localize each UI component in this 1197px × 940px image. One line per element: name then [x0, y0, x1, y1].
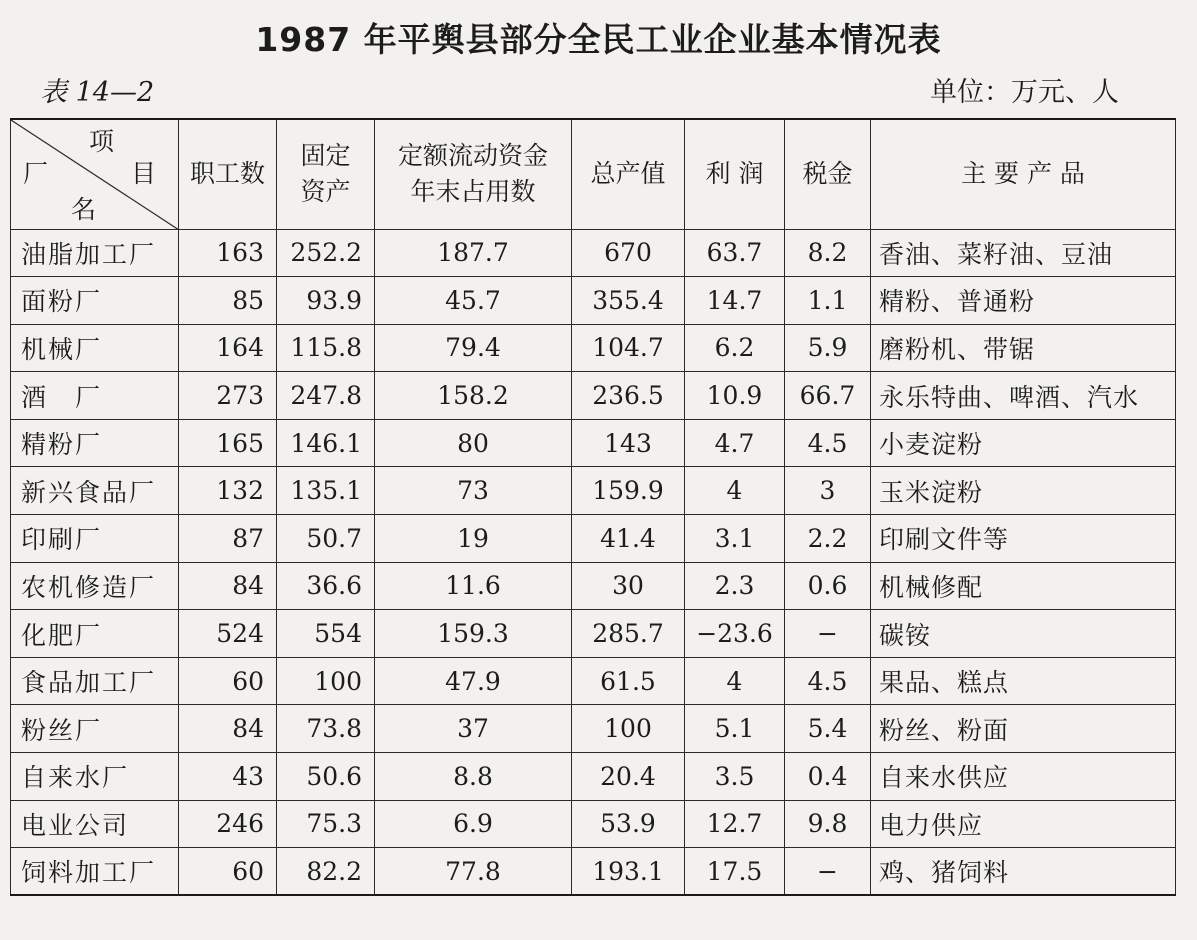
workers-cell: 84 [179, 562, 277, 610]
fixed-assets-cell: 82.2 [277, 848, 375, 896]
fixed-assets-cell: 73.8 [277, 705, 375, 753]
page-title: 1987 年平舆县部分全民工业企业基本情况表 [255, 20, 942, 59]
table-row [11, 515, 1176, 563]
table-body [11, 229, 1176, 895]
working-capital-cell: 158.2 [375, 372, 572, 420]
profit-cell: 14.7 [685, 277, 785, 325]
profit-cell: 63.7 [685, 229, 785, 277]
factory-name-cell: 油脂加工厂 [11, 229, 179, 277]
output-header-text: 总产值 [590, 159, 666, 189]
profit-cell: 10.9 [685, 372, 785, 420]
tax-cell: 4.5 [785, 657, 871, 705]
products-cell: 玉米淀粉 [871, 467, 1176, 515]
corner-chang-label: 厂 [23, 159, 49, 188]
fixed-assets-cell: 115.8 [277, 324, 375, 372]
workers-cell: 43 [179, 753, 277, 801]
output-cell: 100 [572, 705, 685, 753]
table-row [11, 324, 1176, 372]
tax-cell: 8.2 [785, 229, 871, 277]
table-row [11, 657, 1176, 705]
working-capital-cell: 47.9 [375, 657, 572, 705]
fixed-assets-cell: 146.1 [277, 419, 375, 467]
factory-name-cell: 电业公司 [11, 800, 179, 848]
output-cell: 104.7 [572, 324, 685, 372]
fixed-assets-cell: 554 [277, 610, 375, 658]
profit-header [685, 119, 785, 229]
products-cell: 印刷文件等 [871, 515, 1176, 563]
tax-cell: 3 [785, 467, 871, 515]
working-capital-cell: 45.7 [375, 277, 572, 325]
products-cell: 精粉、普通粉 [871, 277, 1176, 325]
profit-cell: 12.7 [685, 800, 785, 848]
workers-cell: 132 [179, 467, 277, 515]
profit-cell: 3.1 [685, 515, 785, 563]
workers-cell: 84 [179, 705, 277, 753]
workers-cell: 164 [179, 324, 277, 372]
workers-cell: 87 [179, 515, 277, 563]
factory-name-cell: 印刷厂 [11, 515, 179, 563]
table-row [11, 610, 1176, 658]
table-row [11, 705, 1176, 753]
table-row [11, 848, 1176, 896]
fixed-assets-header-line1: 固定 [300, 141, 351, 171]
tax-header [785, 119, 871, 229]
fixed-assets-cell: 93.9 [277, 277, 375, 325]
header-row [11, 119, 1176, 229]
output-cell: 41.4 [572, 515, 685, 563]
working-capital-cell: 79.4 [375, 324, 572, 372]
profit-cell: 17.5 [685, 848, 785, 896]
working-capital-cell: 77.8 [375, 848, 572, 896]
tax-cell: 5.4 [785, 705, 871, 753]
output-cell: 30 [572, 562, 685, 610]
factory-name-cell: 酒 厂 [11, 372, 179, 420]
products-header-text: 主 要 产 品 [961, 159, 1085, 189]
output-cell: 236.5 [572, 372, 685, 420]
table-row [11, 467, 1176, 515]
products-cell: 机械修配 [871, 562, 1176, 610]
table-row [11, 419, 1176, 467]
fixed-assets-cell: 100 [277, 657, 375, 705]
tax-cell: 66.7 [785, 372, 871, 420]
working-capital-cell: 159.3 [375, 610, 572, 658]
output-cell: 285.7 [572, 610, 685, 658]
corner-ming-label: 名 [71, 195, 97, 224]
profit-cell: 6.2 [685, 324, 785, 372]
profit-cell: −23.6 [685, 610, 785, 658]
workers-header [179, 119, 277, 229]
products-cell: 磨粉机、带锯 [871, 324, 1176, 372]
output-cell: 20.4 [572, 753, 685, 801]
profit-header-text: 利 润 [705, 159, 764, 189]
profit-cell: 3.5 [685, 753, 785, 801]
workers-cell: 165 [179, 419, 277, 467]
factory-name-cell: 化肥厂 [11, 610, 179, 658]
factory-name-cell: 新兴食品厂 [11, 467, 179, 515]
workers-cell: 273 [179, 372, 277, 420]
workers-header-text: 职工数 [189, 159, 265, 189]
table-row [11, 372, 1176, 420]
working-capital-cell: 73 [375, 467, 572, 515]
working-capital-cell: 187.7 [375, 229, 572, 277]
workers-cell: 60 [179, 657, 277, 705]
profit-cell: 4 [685, 657, 785, 705]
working-capital-cell: 80 [375, 419, 572, 467]
working-capital-cell: 8.8 [375, 753, 572, 801]
table-row [11, 229, 1176, 277]
table-row [11, 753, 1176, 801]
profit-cell: 4.7 [685, 419, 785, 467]
working-capital-cell: 37 [375, 705, 572, 753]
fixed-assets-cell: 50.7 [277, 515, 375, 563]
products-cell: 永乐特曲、啤酒、汽水 [871, 372, 1176, 420]
workers-cell: 524 [179, 610, 277, 658]
output-cell: 143 [572, 419, 685, 467]
fixed-assets-cell: 252.2 [277, 229, 375, 277]
workers-cell: 163 [179, 229, 277, 277]
products-cell: 自来水供应 [871, 753, 1176, 801]
table-row [11, 562, 1176, 610]
working-capital-cell: 6.9 [375, 800, 572, 848]
factory-name-cell: 机械厂 [11, 324, 179, 372]
enterprise-table [10, 118, 1176, 896]
profit-cell: 4 [685, 467, 785, 515]
factory-name-cell: 自来水厂 [11, 753, 179, 801]
workers-cell: 60 [179, 848, 277, 896]
tax-cell: − [785, 610, 871, 658]
factory-name-cell: 农机修造厂 [11, 562, 179, 610]
products-cell: 香油、菜籽油、豆油 [871, 229, 1176, 277]
products-header [871, 119, 1176, 229]
tax-cell: 0.4 [785, 753, 871, 801]
working-capital-header-line1: 定额流动资金 [397, 141, 548, 171]
output-cell: 670 [572, 229, 685, 277]
products-cell: 小麦淀粉 [871, 419, 1176, 467]
output-header [572, 119, 685, 229]
tax-cell: 1.1 [785, 277, 871, 325]
workers-cell: 246 [179, 800, 277, 848]
products-cell: 碳铵 [871, 610, 1176, 658]
corner-mu-label: 目 [131, 159, 157, 188]
output-cell: 53.9 [572, 800, 685, 848]
factory-name-cell: 饲料加工厂 [11, 848, 179, 896]
tax-cell: 5.9 [785, 324, 871, 372]
unit-label: 单位：万元、人 [930, 77, 1119, 108]
working-capital-header-line2: 年末占用数 [410, 177, 536, 207]
tax-cell: 4.5 [785, 419, 871, 467]
output-cell: 355.4 [572, 277, 685, 325]
factory-name-cell: 精粉厂 [11, 419, 179, 467]
tax-header-text: 税金 [802, 159, 853, 189]
products-cell: 鸡、猪饲料 [871, 848, 1176, 896]
tax-cell: 2.2 [785, 515, 871, 563]
products-cell: 粉丝、粉面 [871, 705, 1176, 753]
output-cell: 159.9 [572, 467, 685, 515]
factory-name-cell: 面粉厂 [11, 277, 179, 325]
output-cell: 193.1 [572, 848, 685, 896]
working-capital-cell: 11.6 [375, 562, 572, 610]
table-row [11, 800, 1176, 848]
working-capital-header [375, 119, 572, 229]
table-row [11, 277, 1176, 325]
products-cell: 果品、糕点 [871, 657, 1176, 705]
fixed-assets-cell: 36.6 [277, 562, 375, 610]
corner-header-cell [11, 119, 179, 229]
factory-name-cell: 粉丝厂 [11, 705, 179, 753]
output-cell: 61.5 [572, 657, 685, 705]
workers-cell: 85 [179, 277, 277, 325]
products-cell: 电力供应 [871, 800, 1176, 848]
tax-cell: 9.8 [785, 800, 871, 848]
corner-item-label: 项 [89, 127, 115, 156]
profit-cell: 2.3 [685, 562, 785, 610]
fixed-assets-cell: 75.3 [277, 800, 375, 848]
factory-name-cell: 食品加工厂 [11, 657, 179, 705]
working-capital-cell: 19 [375, 515, 572, 563]
fixed-assets-cell: 135.1 [277, 467, 375, 515]
table-number: 表 14—2 [40, 77, 155, 108]
fixed-assets-cell: 247.8 [277, 372, 375, 420]
fixed-assets-cell: 50.6 [277, 753, 375, 801]
fixed-assets-header [277, 119, 375, 229]
tax-cell: 0.6 [785, 562, 871, 610]
tax-cell: − [785, 848, 871, 896]
fixed-assets-header-line2: 资产 [300, 177, 351, 207]
profit-cell: 5.1 [685, 705, 785, 753]
